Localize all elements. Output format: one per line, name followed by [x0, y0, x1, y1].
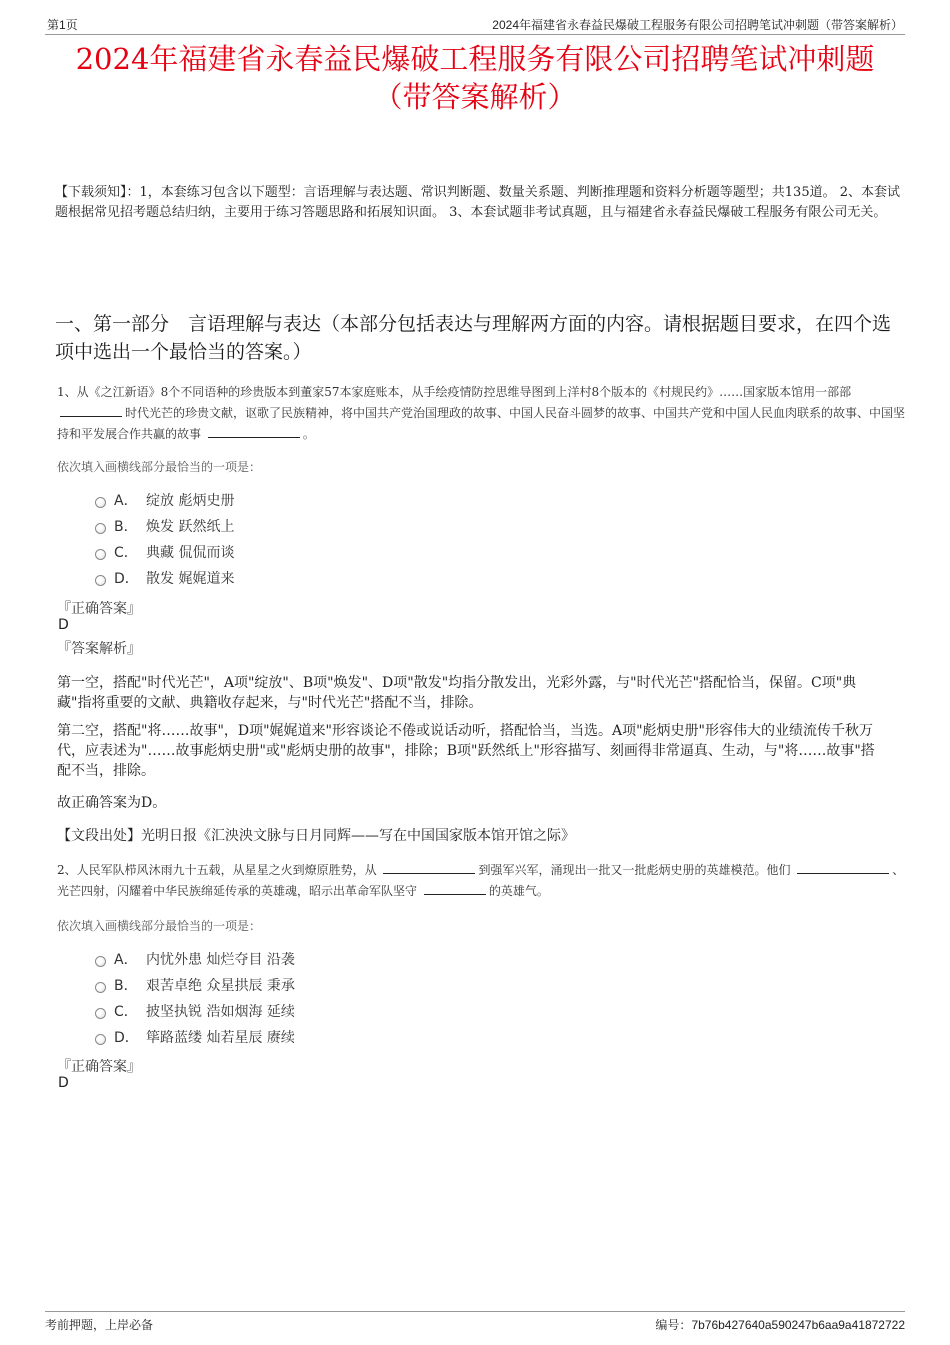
analysis-paragraph-1: 第一空，搭配"时代光芒"，A项"绽放"、B项"焕发"、D项"散发"均指分散发出，光彩外露，与"时代光芒"搭配恰当，保留。C项"典藏"指将重要的文献、典籍收存起来，与"时代光芒"搭配不当，排除。	[57, 675, 857, 711]
option-text: 筚路蓝缕 灿若星辰 赓续	[146, 1030, 295, 1046]
radio-button[interactable]	[95, 549, 106, 560]
option-c[interactable]	[95, 998, 295, 1024]
radio-button[interactable]	[95, 956, 106, 967]
option-a[interactable]	[95, 946, 295, 972]
option-letter: A．	[114, 952, 138, 968]
correct-answer: D	[58, 1075, 69, 1091]
option-letter: B．	[114, 519, 138, 535]
option-c[interactable]	[95, 539, 234, 565]
page-footer	[45, 1311, 905, 1336]
question-2-instruction: 依次填入画横线部分最恰当的一项是：	[57, 919, 262, 933]
code-label: 编号：	[655, 1318, 692, 1332]
blank	[797, 860, 889, 874]
question-1-options	[95, 487, 234, 591]
option-letter: D．	[114, 571, 139, 587]
analysis-label: 『答案解析』	[57, 641, 141, 657]
correct-answer-label: 『正确答案』	[57, 601, 141, 617]
question-2-options	[95, 946, 295, 1050]
section-heading: 一、第一部分 言语理解与表达（本部分包括表达与理解两方面的内容。请根据题目要求，在四个选项中选出一个最恰当的答案。）	[55, 313, 892, 363]
option-text: 绽放 彪炳史册	[146, 493, 235, 509]
option-text: 艰苦卓绝 众星拱辰 秉承	[146, 978, 295, 994]
option-letter: B．	[114, 978, 138, 994]
option-letter: C．	[114, 545, 138, 561]
code-value: 7b76b427640a590247b6aa9a41872722	[691, 1318, 905, 1332]
radio-button[interactable]	[95, 497, 106, 508]
blank	[208, 424, 300, 438]
option-letter: A．	[114, 493, 138, 509]
footer-slogan: 考前押题，上岸必备	[45, 1318, 154, 1332]
option-letter: D．	[114, 1030, 139, 1046]
option-b[interactable]	[95, 513, 234, 539]
header-doc-title: 2024年福建省永春益民爆破工程服务有限公司招聘笔试冲刺题（带答案解析）	[492, 18, 903, 32]
question-1-stem: 1、从《之江新语》8个不同语种的珍贵版本到董家57本家庭账本，从手绘疫情防控思维导图到上洋村8个版本的《村规民约》……国家版本馆用一部部 时代光芒的珍贵文献，讴歌了民族精神，将中国共产党治国理政的故事、中国人民奋斗圆梦的故事、中国共产党和中国人民血肉联系的故事、中国坚持和平发展合作共赢的故事 。	[57, 385, 906, 441]
footer-code	[655, 1316, 905, 1333]
document-title	[40, 40, 910, 116]
option-a[interactable]	[95, 487, 234, 513]
radio-button[interactable]	[95, 982, 106, 993]
blank	[424, 881, 486, 895]
page-number: 第1页	[47, 18, 78, 32]
radio-button[interactable]	[95, 1008, 106, 1019]
radio-button[interactable]	[95, 575, 106, 586]
source-citation: 【文段出处】光明日报《汇泱泱文脉与日月同辉——写在中国国家版本馆开馆之际》	[57, 828, 575, 844]
option-text: 焕发 跃然纸上	[146, 519, 235, 535]
title-line-2: （带答案解析）	[373, 80, 577, 114]
blank	[60, 403, 122, 417]
option-text: 披坚执锐 浩如烟海 延续	[146, 1004, 295, 1020]
option-letter: C．	[114, 1004, 138, 1020]
title-line-1: 2024年福建省永春益民爆破工程服务有限公司招聘笔试冲刺题	[75, 42, 875, 76]
page-header	[45, 14, 905, 35]
option-text: 典藏 侃侃而谈	[146, 545, 235, 561]
option-d[interactable]	[95, 565, 234, 591]
analysis-paragraph-2: 第二空，搭配"将……故事"，D项"娓娓道来"形容谈论不倦或说话动听，搭配恰当，当选。A项"彪炳史册"形容伟大的业绩流传千秋万代，应表述为"……故事彪炳史册"或"彪炳史册的故事"，排除；B项"跃然纸上"形容描写、刻画得非常逼真、生动，与"将……故事"搭配不当，排除。	[57, 723, 875, 779]
radio-button[interactable]	[95, 523, 106, 534]
option-text: 内忧外患 灿烂夺目 沿袭	[146, 952, 295, 968]
download-notice: 【下载须知】：1，本套练习包含以下题型：言语理解与表达题、常识判断题、数量关系题、判断推理题和资料分析题等题型；共135道。 2、本套试题根据常见招考题总结归纳，主要用于练习答题思路和拓展知识面。 3、本套试题非考试真题，且与福建省永春益民爆破工程服务有限公司无关。	[55, 185, 900, 220]
option-b[interactable]	[95, 972, 295, 998]
blank	[383, 860, 475, 874]
question-2-stem: 2、人民军队栉风沐雨九十五载，从星星之火到燎原胜势，从 到强军兴军，涌现出一批又一批彪炳史册的英雄模范。他们 、光芒四射，闪耀着中华民族绵延传承的英雄魂，昭示出革命军队坚守 的英雄气。	[57, 860, 905, 902]
correct-answer-label: 『正确答案』	[57, 1059, 141, 1075]
correct-answer: D	[58, 617, 69, 633]
question-1-instruction: 依次填入画横线部分最恰当的一项是：	[57, 460, 262, 474]
option-d[interactable]	[95, 1024, 295, 1050]
analysis-conclusion: 故正确答案为D。	[57, 795, 167, 811]
radio-button[interactable]	[95, 1034, 106, 1045]
option-text: 散发 娓娓道来	[146, 571, 235, 587]
